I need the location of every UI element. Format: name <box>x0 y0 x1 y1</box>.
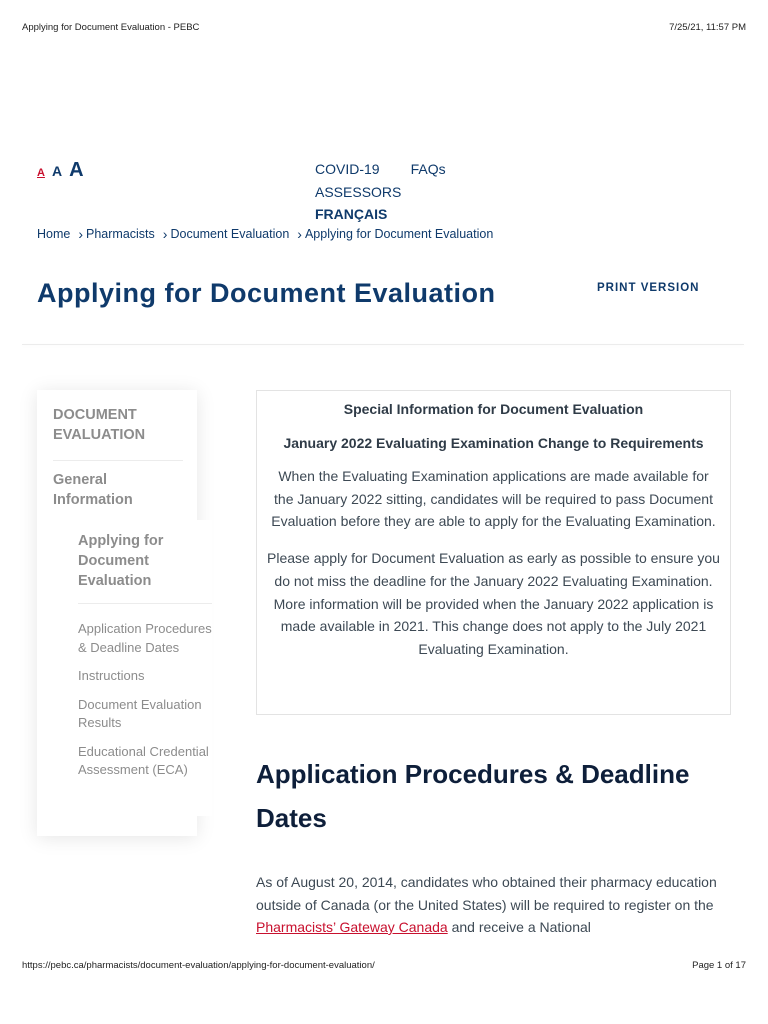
body-text-start: As of August 20, 2014, candidates who obtained their pharmacy education outside of Canada (or the United States) will be required to register on the <box>256 874 717 913</box>
section-body-text <box>256 871 726 939</box>
notice-subtitle: January 2022 Evaluating Examination Change to Requirements <box>283 435 704 451</box>
print-doc-title: Applying for Document Evaluation - PEBC <box>22 22 200 33</box>
pharmacists-gateway-link[interactable]: Pharmacists’ Gateway Canada <box>256 919 448 935</box>
sidebar-subitem-eca[interactable]: Educational Credential Assessment (ECA) <box>78 743 209 777</box>
sidebar-item-applying[interactable]: Applying for Document Evaluation <box>78 533 164 589</box>
print-footer <box>22 960 746 971</box>
notice-paragraph: Please apply for Document Evaluation as early as possible to ensure you do not miss the deadline for the January 2022 Evaluating Examination. More information will be provided when the January 2022 application is made available in 2021. This change does not apply to the July 2021 Evaluating Examination. <box>267 550 720 657</box>
title-divider <box>22 344 744 345</box>
sidebar-sublist <box>78 620 212 790</box>
sidebar-section-title[interactable]: DOCUMENT EVALUATION <box>53 407 146 443</box>
chevron-right-icon: › <box>297 226 302 242</box>
breadcrumb-current[interactable]: Applying for Document Evaluation <box>304 227 494 241</box>
font-size-large-button[interactable]: A <box>69 159 84 181</box>
font-size-small-button[interactable]: A <box>37 167 45 179</box>
nav-link-assessors[interactable]: ASSESSORS <box>315 183 402 200</box>
section-heading: Application Procedures & Deadline Dates <box>256 759 690 833</box>
font-size-selector <box>37 159 84 182</box>
notice-paragraph: When the Evaluating Examination applications are made available for the January 2022 sitting, candidates will be required to pass Document Evaluation before they are able to apply for the Evaluating Examination. <box>271 468 716 530</box>
sidebar-subitem-instructions[interactable]: Instructions <box>78 668 145 683</box>
chevron-right-icon: › <box>162 226 168 242</box>
font-size-medium-button[interactable]: A <box>51 163 63 179</box>
nav-link-faqs[interactable]: FAQs <box>410 161 446 177</box>
print-version-link[interactable]: PRINT VERSION <box>597 282 700 294</box>
breadcrumb-pharmacists[interactable]: Pharmacists <box>86 227 155 241</box>
body-text-end: and receive a National <box>447 919 591 935</box>
print-url: https://pebc.ca/pharmacists/document-evaluation/applying-for-document-evaluation/ <box>22 960 375 971</box>
sidebar-item-general-information[interactable]: General Information <box>53 472 133 508</box>
print-timestamp: 7/25/21, 11:57 PM <box>669 22 746 33</box>
sidebar-divider <box>53 460 183 461</box>
page-title: Applying for Document Evaluation <box>37 278 496 308</box>
notice-title: Special Information for Document Evaluation <box>343 401 644 417</box>
sidebar-subitem-results[interactable]: Document Evaluation Results <box>78 696 202 730</box>
sidebar-divider <box>78 603 212 604</box>
nav-link-covid[interactable]: COVID-19 <box>315 161 380 177</box>
sidebar-subitem-application-procedures[interactable]: Application Procedures & Deadline Dates <box>78 621 212 655</box>
language-toggle-link[interactable]: FRANÇAIS <box>315 206 388 222</box>
print-header <box>22 22 746 33</box>
top-nav <box>315 158 475 226</box>
breadcrumb-home[interactable]: Home <box>37 227 71 241</box>
breadcrumb-document-evaluation[interactable]: Document Evaluation <box>170 227 290 241</box>
special-information-notice <box>256 390 731 715</box>
chevron-right-icon: › <box>78 226 84 242</box>
breadcrumb <box>37 226 493 242</box>
page-number: Page 1 of 17 <box>692 960 746 971</box>
